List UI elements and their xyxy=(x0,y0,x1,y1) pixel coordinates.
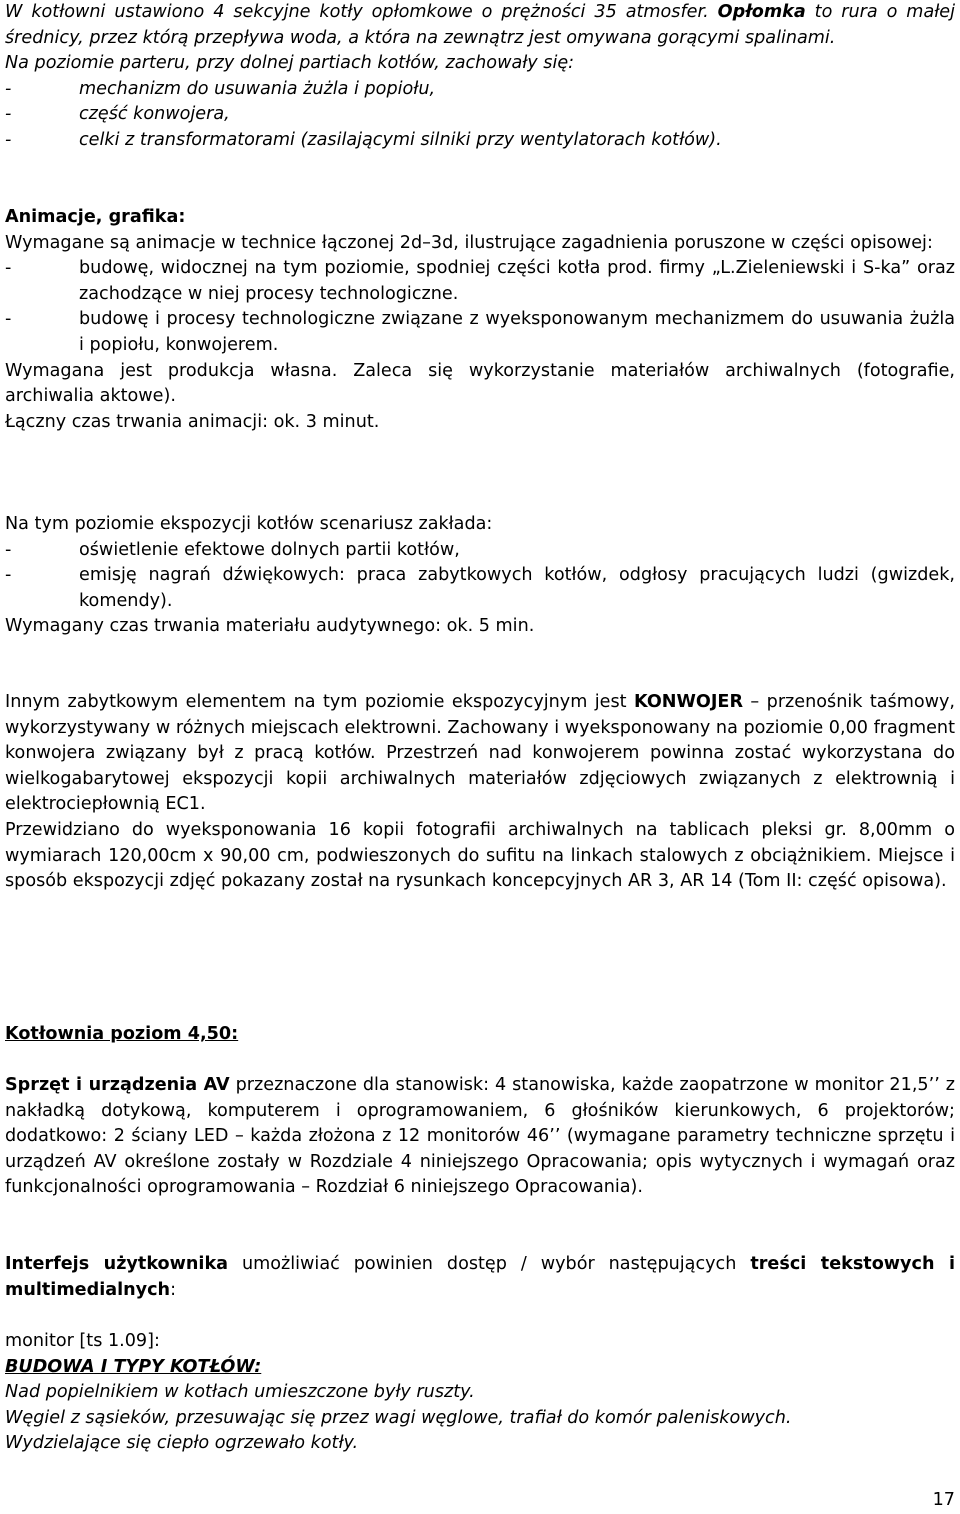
scenario-lead: Na tym poziomie ekspozycji kotłów scenariusz zakłada: xyxy=(5,514,493,534)
intro-section xyxy=(5,0,955,154)
conveyor-photos-paragraph: Przewidziano do wyeksponowania 16 kopii fotografii archiwalnych na tablicach pleksi gr. 8,00mm o wymiarach 120,00cm x 90,00 cm, podwieszonych do sufitu na linkach stalowych z obciążnikiem. Miejsce i sposób ekspozycji zdjęć pokazany został na rysunkach koncepcyjnych AR 3, AR 14 (Tom II: część opisowa). xyxy=(5,819,955,892)
konwojer-term: KONWOJER xyxy=(634,692,743,712)
monitor-section xyxy=(5,1329,955,1457)
scenario-duration: Wymagany czas trwania materiału audytywnego: ok. 5 min. xyxy=(5,616,535,637)
monitor-label: monitor [ts 1.09]: xyxy=(5,1331,160,1351)
user-interface-section xyxy=(5,1252,955,1303)
animations-heading: Animacje, grafika: xyxy=(5,207,186,227)
monitor-text-line: Wydzielające się ciepło ogrzewało kotły. xyxy=(5,1433,359,1454)
list-item: - część konwojera, xyxy=(5,104,230,125)
list-item: - oświetlenie efektowe dolnych partii kotłów, xyxy=(5,539,460,560)
intro-paragraph-2: Na poziomie parteru, przy dolnej partiach kotłów, zachowały się: xyxy=(5,53,575,74)
boiler-room-section xyxy=(5,1022,955,1048)
boiler-room-heading: Kotłownia poziom 4,50: xyxy=(5,1024,239,1044)
conveyor-paragraph: Innym zabytkowym elementem na tym poziomie ekspozycyjnym jest KONWOJER – przenośnik taśmowy, wykorzystywany w różnych miejscach elektrowni. Zachowany i wyeksponowany na poziomie 0,00 fragment konwojera związany był z pracą kotłów. Przestrzeń nad konwojerem powinna zostać wykorzystana do wielkogabarytowej ekspozycji kopii archiwalnych materiałów zdjęciowych związanych z elektrownią i elektrociepłownią EC1. xyxy=(5,692,955,815)
page-number: 17 xyxy=(932,1490,955,1510)
av-equipment-section xyxy=(5,1073,955,1201)
list-item: - celki z transformatorami (zasilającymi silniki przy wentylatorach kotłów). xyxy=(5,129,722,150)
list-item: - budowę i procesy technologiczne związane z wyeksponowanym mechanizmem do usuwania żużla i popiołu, konwojerem. xyxy=(5,309,955,355)
av-equipment-paragraph: Sprzęt i urządzenia AV przeznaczone dla stanowisk: 4 stanowiska, każde zaopatrzone w monitor 21,5’’ z nakładką dotykową, komputerem i oprogramowaniem, 6 głośników kierunkowych, 6 projektorów; dodatkowo: 2 ściany LED – każda złożona z 12 monitorów 46’’ (wymagane parametry techniczne sprzętu i urządzeń AV określone zostały w Rozdziale 4 niniejszego Opracowania; opis wytycznych i wymagań oraz funkcjonalności oprogramowania – Rozdział 6 niniejszego Opracowania). xyxy=(5,1075,955,1198)
animations-duration: Łączny czas trwania animacji: ok. 3 minut. xyxy=(5,411,380,432)
animations-lead: Wymagane są animacje w technice łączonej 2d–3d, ilustrujące zagadnienia poruszone w części opisowej: xyxy=(5,232,933,253)
intro-paragraph: W kotłowni ustawiono 4 sekcyjne kotły opłomkowe o prężności 35 atmosfer. Opłomka to rura o małej średnicy, przez którą przepływa woda, a która na zewnątrz jest omywana gorącymi spalinami. xyxy=(5,2,955,48)
monitor-text-line: Nad popielnikiem w kotłach umieszczone były ruszty. xyxy=(5,1382,475,1403)
scenario-section xyxy=(5,512,955,640)
animations-section xyxy=(5,205,955,435)
monitor-text-line: Węgiel z sąsieków, przesuwając się przez wagi węglowe, trafiał do komór paleniskowych. xyxy=(5,1407,792,1428)
oplomka-term: Opłomka xyxy=(717,2,806,22)
boiler-types-heading: BUDOWA I TYPY KOTŁÓW: xyxy=(5,1356,262,1377)
conveyor-section xyxy=(5,690,955,895)
list-item: - mechanizm do usuwania żużla i popiołu, xyxy=(5,78,436,99)
list-item: - budowę, widocznej na tym poziomie, spodniej części kotła prod. firmy „L.Zieleniewski i S-ka” oraz zachodzące w niej procesy technologiczne. xyxy=(5,258,955,304)
animations-production: Wymagana jest produkcja własna. Zaleca się wykorzystanie materiałów archiwalnych (fotografie, archiwalia aktowe). xyxy=(5,360,955,407)
user-interface-paragraph: Interfejs użytkownika umożliwiać powinien dostęp / wybór następujących treści tekstowych i multimedialnych: xyxy=(5,1254,955,1300)
list-item: - emisję nagrań dźwiękowych: praca zabytkowych kotłów, odgłosy pracujących ludzi (gwizdek, komendy). xyxy=(5,565,955,611)
